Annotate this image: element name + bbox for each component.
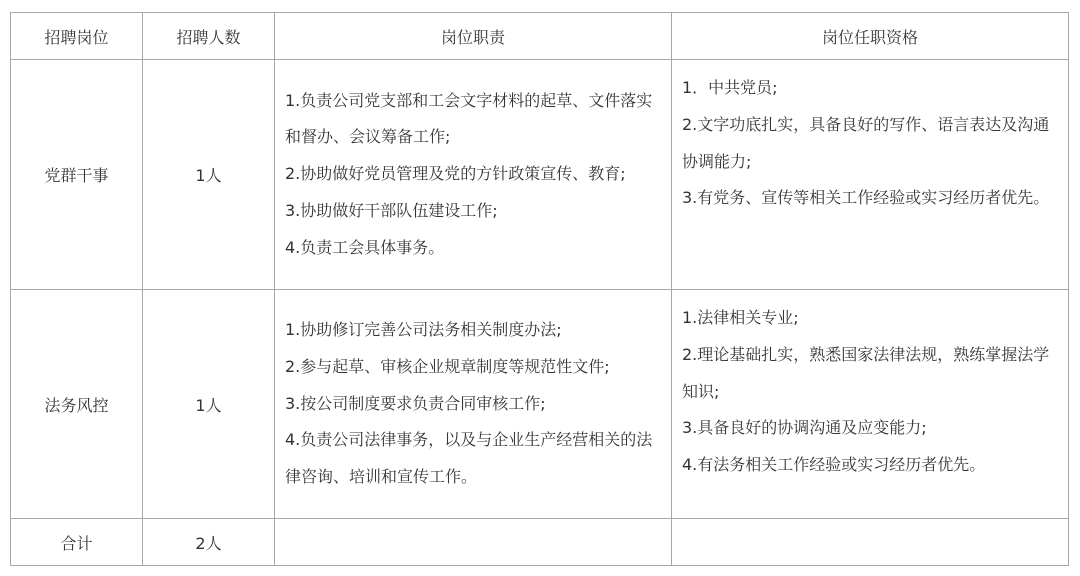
- position-cell: 法务风控: [11, 290, 143, 519]
- duty-item: 2.协助做好党员管理及党的方针政策宣传、教育;: [285, 164, 626, 184]
- qualification-item: 3.有党务、宣传等相关工作经验或实习经历者优先。: [682, 188, 1050, 208]
- header-duties: 岗位职责: [275, 13, 672, 60]
- header-position: 招聘岗位: [11, 13, 143, 60]
- duties-cell: [275, 60, 672, 290]
- total-label-cell: 合计: [11, 519, 143, 566]
- duty-item: 4.负责公司法律事务，以及与企业生产经营相关的法律咨询、培训和宣传工作。: [285, 430, 653, 487]
- duties-cell: [275, 290, 672, 519]
- qualification-item: 2.理论基础扎实，熟悉国家法律法规，熟练掌握法学知识;: [682, 344, 1050, 401]
- total-count-cell: 2人: [143, 519, 275, 566]
- duty-item: 3.协助做好干部队伍建设工作;: [285, 200, 498, 220]
- duty-item: 3.按公司制度要求负责合同审核工作;: [285, 393, 546, 413]
- total-qualifications-cell: [672, 519, 1069, 566]
- qualification-item: 2.文字功底扎实，具备良好的写作、语言表达及沟通协调能力;: [682, 114, 1050, 171]
- count-cell: 1人: [143, 60, 275, 290]
- total-duties-cell: [275, 519, 672, 566]
- header-count: 招聘人数: [143, 13, 275, 60]
- table-row: [11, 290, 1069, 519]
- recruitment-table: [10, 12, 1069, 566]
- duty-item: 1.协助修订完善公司法务相关制度办法;: [285, 320, 562, 339]
- total-row: [11, 519, 1069, 566]
- position-cell: 党群干事: [11, 60, 143, 290]
- qualification-item: 1．中共党员;: [682, 78, 778, 97]
- qualification-item: 4.有法务相关工作经验或实习经历者优先。: [682, 455, 986, 475]
- count-cell: 1人: [143, 290, 275, 519]
- table-header-row: [11, 13, 1069, 60]
- qualification-item: 1.法律相关专业;: [682, 308, 799, 327]
- header-qualifications: 岗位任职资格: [672, 13, 1069, 60]
- duty-item: 4.负责工会具体事务。: [285, 237, 445, 257]
- duty-item: 2.参与起草、审核企业规章制度等规范性文件;: [285, 356, 610, 376]
- qualifications-cell: [672, 290, 1069, 519]
- table-row: [11, 60, 1069, 290]
- qualification-item: 3.具备良好的协调沟通及应变能力;: [682, 418, 927, 438]
- qualifications-cell: [672, 60, 1069, 290]
- duty-item: 1.负责公司党支部和工会文字材料的起草、文件落实和督办、会议筹备工作;: [285, 90, 653, 147]
